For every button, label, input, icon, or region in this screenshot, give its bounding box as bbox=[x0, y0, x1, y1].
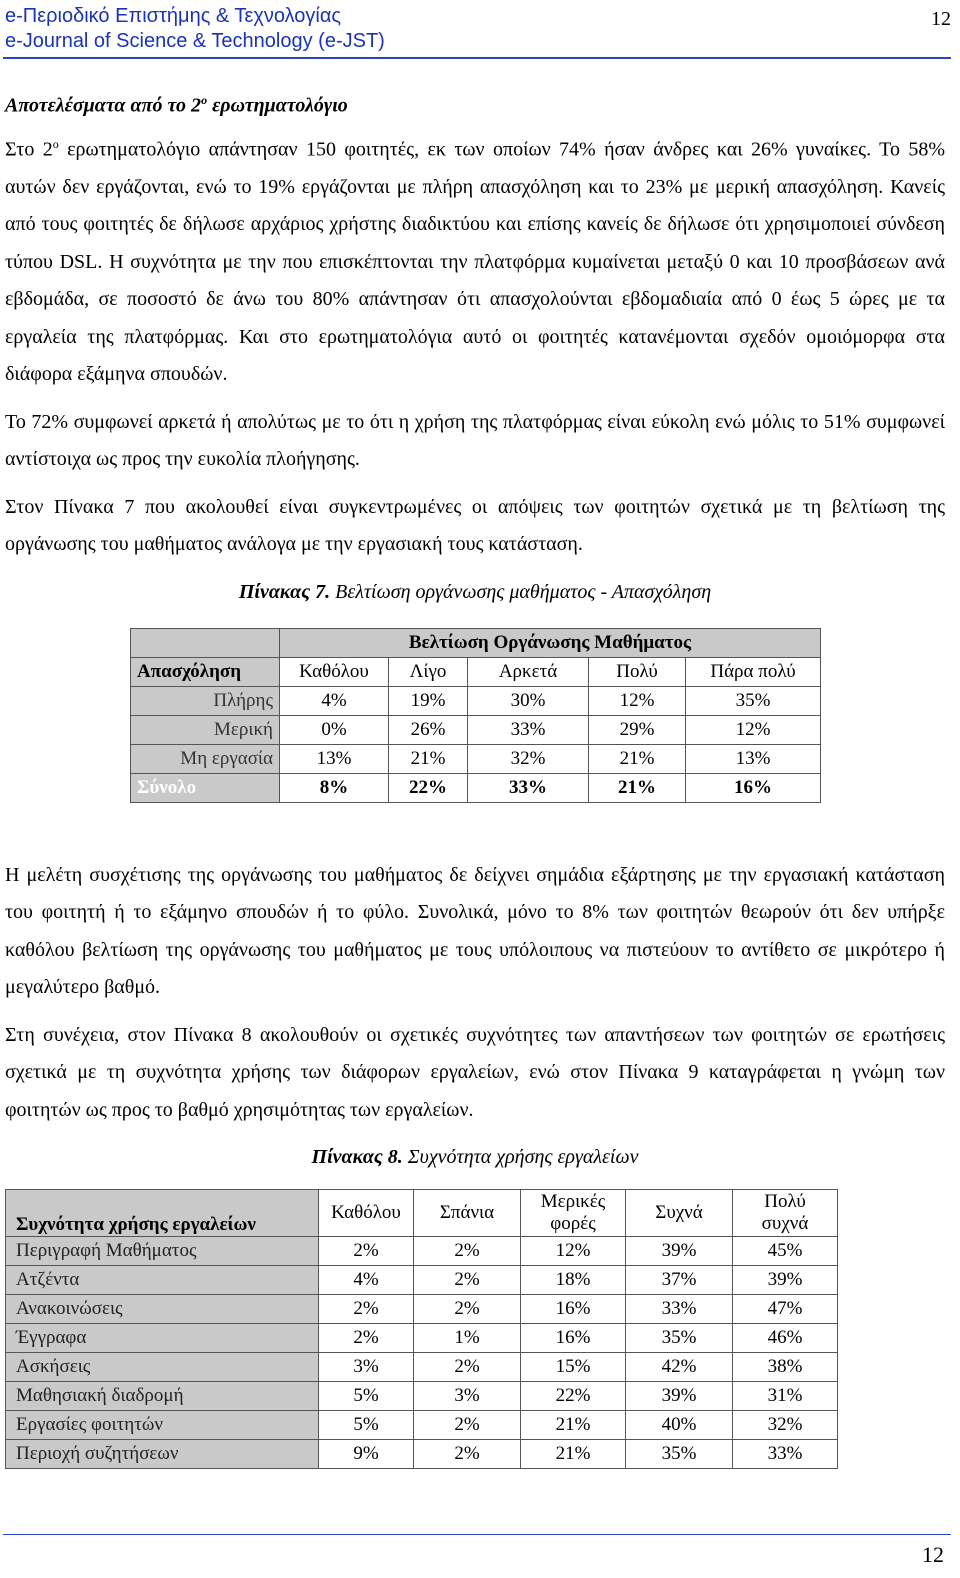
section-title-sup: ο bbox=[201, 93, 208, 107]
table8-cell: 45% bbox=[733, 1237, 838, 1266]
table8-cell: 2% bbox=[414, 1353, 521, 1382]
table8-row-label: Ανακοινώσεις bbox=[6, 1295, 319, 1324]
table7-total-cell: 21% bbox=[589, 773, 686, 802]
table7-total-label: Σύνολο bbox=[131, 773, 280, 802]
table7-row-header: Απασχόληση bbox=[131, 657, 280, 686]
paragraph-3: Στον Πίνακα 7 που ακολουθεί είναι συγκεντρωμένες οι απόψεις των φοιτητών σχετικά με τη βελτίωση της οργάνωσης του μαθήματος ανάλογα με την εργασιακή τους κατάσταση. bbox=[5, 495, 945, 556]
section-title-post: ερωτηματολόγιο bbox=[207, 94, 348, 117]
table7-row-label: Μερική bbox=[131, 715, 280, 744]
table8-cell: 32% bbox=[733, 1411, 838, 1440]
table8-col-header-l1: Καθόλου bbox=[331, 1202, 401, 1224]
table8-col-header bbox=[319, 1190, 414, 1237]
table8-cell: 42% bbox=[626, 1353, 733, 1382]
table7-cell: 33% bbox=[468, 715, 589, 744]
table8-row-label: Περιγραφή Μαθήματος bbox=[6, 1237, 319, 1266]
table8-cell: 39% bbox=[626, 1237, 733, 1266]
table-row bbox=[6, 1353, 838, 1382]
table8-cell: 9% bbox=[319, 1440, 414, 1469]
table7-col-header: Πάρα πολύ bbox=[686, 657, 821, 686]
table7-total-cell: 33% bbox=[468, 773, 589, 802]
table8-cell: 38% bbox=[733, 1353, 838, 1382]
table7-cell: 0% bbox=[280, 715, 389, 744]
table8-cell: 21% bbox=[521, 1411, 626, 1440]
table8-cell: 3% bbox=[319, 1353, 414, 1382]
header-divider bbox=[3, 57, 951, 59]
section-title bbox=[5, 86, 945, 120]
table8-caption-text: Συχνότητα χρήσης εργαλείων bbox=[402, 1146, 639, 1169]
table8-col-header-l1: Πολύ bbox=[764, 1191, 806, 1213]
table7-col-header: Λίγο bbox=[389, 657, 468, 686]
table7-col-header: Καθόλου bbox=[280, 657, 389, 686]
table8-row-label: Ατζέντα bbox=[6, 1266, 319, 1295]
table8-cell: 16% bbox=[521, 1324, 626, 1353]
table7-total-cell: 22% bbox=[389, 773, 468, 802]
table7-total-row bbox=[131, 773, 821, 802]
table8-cell: 2% bbox=[414, 1411, 521, 1440]
table8-cell: 2% bbox=[414, 1440, 521, 1469]
table7-caption-label: Πίνακας 7. bbox=[238, 580, 331, 603]
table7-corner bbox=[131, 628, 280, 657]
table8-cell: 12% bbox=[521, 1237, 626, 1266]
table7-cell: 21% bbox=[389, 744, 468, 773]
table8-cell: 4% bbox=[319, 1266, 414, 1295]
table7-cell: 26% bbox=[389, 715, 468, 744]
table8-cell: 2% bbox=[319, 1237, 414, 1266]
table-row bbox=[131, 744, 821, 773]
journal-title-english: e-Journal of Science & Technology (e-JST) bbox=[5, 30, 385, 52]
table-row bbox=[131, 715, 821, 744]
table8-row-label: Έγγραφα bbox=[6, 1324, 319, 1353]
journal-title-greek: e-Περιοδικό Επιστήμης & Τεχνολογίας bbox=[5, 5, 342, 27]
table7-cell: 32% bbox=[468, 744, 589, 773]
table8-cell: 3% bbox=[414, 1382, 521, 1411]
table8-cell: 2% bbox=[414, 1237, 521, 1266]
table8-caption bbox=[5, 1143, 945, 1171]
table8-cell: 33% bbox=[733, 1440, 838, 1469]
table7-cell: 12% bbox=[686, 715, 821, 744]
table7-cell: 4% bbox=[280, 686, 389, 715]
table8-cell: 2% bbox=[319, 1295, 414, 1324]
table8-cell: 18% bbox=[521, 1266, 626, 1295]
table8 bbox=[5, 1189, 838, 1469]
p1-sup: ο bbox=[52, 136, 59, 151]
table8-cell: 2% bbox=[414, 1266, 521, 1295]
table-row bbox=[131, 686, 821, 715]
table8-col-header bbox=[626, 1190, 733, 1237]
paragraph-2: Το 72% συμφωνεί αρκετά ή απολύτως με το ότι η χρήση της πλατφόρμας είναι εύκολη ενώ μόλις το 51% συμφωνεί αντίστοιχα ως προς την ευκολία πλοήγησης. bbox=[5, 410, 945, 471]
table-row bbox=[6, 1411, 838, 1440]
table8-cell: 46% bbox=[733, 1324, 838, 1353]
table7-cell: 13% bbox=[280, 744, 389, 773]
table7-col-header: Αρκετά bbox=[468, 657, 589, 686]
table8-cell: 22% bbox=[521, 1382, 626, 1411]
table8-cell: 1% bbox=[414, 1324, 521, 1353]
table8-col-header bbox=[521, 1190, 626, 1237]
paragraph-5: Στη συνέχεια, στον Πίνακα 8 ακολουθούν οι σχετικές συχνότητες των απαντήσεων των φοιτητών σε ερωτήσεις σχετικά με τη συχνότητα χρήσης των διάφορων εργαλείων, ενώ στον Πίνακα 9 καταγράφεται η γνώμη των φοιτητών ως προς το βαθμό χρησιμότητας των εργαλείων. bbox=[5, 1023, 945, 1121]
table8-col-header-l1: Συχνά bbox=[655, 1202, 703, 1224]
table8-cell: 21% bbox=[521, 1440, 626, 1469]
table8-cell: 16% bbox=[521, 1295, 626, 1324]
table7-total-cell: 16% bbox=[686, 773, 821, 802]
table7-total-cell: 8% bbox=[280, 773, 389, 802]
table-row bbox=[6, 1324, 838, 1353]
page-header bbox=[5, 4, 951, 58]
table8-cell: 37% bbox=[626, 1266, 733, 1295]
table8-cell: 2% bbox=[319, 1324, 414, 1353]
table8-cell: 39% bbox=[626, 1382, 733, 1411]
table7-group-row bbox=[131, 628, 821, 657]
table8-cell: 2% bbox=[414, 1295, 521, 1324]
table8-cell: 33% bbox=[626, 1295, 733, 1324]
table7-cell: 29% bbox=[589, 715, 686, 744]
table-row bbox=[6, 1440, 838, 1469]
page-content bbox=[5, 86, 945, 1469]
table8-col-header bbox=[414, 1190, 521, 1237]
table8-col-header-l2: φορές bbox=[550, 1213, 596, 1235]
table7-caption bbox=[5, 578, 945, 606]
table8-row-label: Περιοχή συζητήσεων bbox=[6, 1440, 319, 1469]
table8-row-label: Εργασίες φοιτητών bbox=[6, 1411, 319, 1440]
table7-caption-text: Βελτίωση οργάνωσης μαθήματος - Απασχόληση bbox=[330, 580, 712, 603]
table8-cell: 40% bbox=[626, 1411, 733, 1440]
table8-row-label: Ασκήσεις bbox=[6, 1353, 319, 1382]
table8-col-header-l2: συχνά bbox=[761, 1213, 809, 1235]
p1-post: ερωτηματολόγιο απάντησαν 150 φοιτητές, εκ των οποίων 74% ήσαν άνδρες και 26% γυναίκες. Το 58% αυτών δεν εργάζονται, ενώ το 19% εργάζονται με πλήρη απασχόληση και το 23% με μερική απασχόληση. Κανείς από τους φοιτητές δε δήλωσε αρχάριος χρήστης διαδικτύου και επίσης κανείς δε δήλωσε ότι χρησιμοποιεί σύνδεση τύπου DSL. Η συχνότητα με την που επισκέπτονται την πλατφόρμα κυμαίνεται μεταξύ 0 και 10 προσβάσεων ανά εβδομάδα, σε ποσοστό δε άνω του 80% απάντησαν ότι απασχολούνται εβδομαδιαία από 0 έως 5 ώρες με τα εργαλεία της πλατφόρμας. Και στο ερωτηματολόγια αυτό οι φοιτητές κατανέμονται σχεδόν ομοιόμορφα στα διάφορα εξάμηνα σπουδών. bbox=[5, 138, 945, 386]
table8-row-label: Μαθησιακή διαδρομή bbox=[6, 1382, 319, 1411]
table7-cell: 21% bbox=[589, 744, 686, 773]
table8-cell: 39% bbox=[733, 1266, 838, 1295]
table8-cell: 47% bbox=[733, 1295, 838, 1324]
paragraph-1 bbox=[5, 126, 945, 394]
footer-divider bbox=[3, 1534, 951, 1535]
paragraph-4: Η μελέτη συσχέτισης της οργάνωσης του μαθήματος δε δείχνει σημάδια εξάρτησης με την εργασιακή κατάσταση του φοιτητή ή το εξάμηνο σπουδών ή το φύλο. Συνολικά, μόνο το 8% των φοιτητών θεωρούν ότι δεν υπήρξε καθόλου βελτίωση της οργάνωσης του μαθήματος με τους υπόλοιπους να πιστεύουν το αντίθετο σε μικρότερο ή μεγαλύτερο βαθμό. bbox=[5, 863, 945, 999]
table7-cell: 30% bbox=[468, 686, 589, 715]
table8-cell: 5% bbox=[319, 1382, 414, 1411]
footer-page-number: 12 bbox=[922, 1542, 944, 1567]
p1-pre: Στο 2 bbox=[5, 138, 53, 161]
table-row bbox=[6, 1382, 838, 1411]
table8-caption-label: Πίνακας 8. bbox=[311, 1146, 403, 1169]
table-row bbox=[6, 1295, 838, 1324]
table-row bbox=[6, 1266, 838, 1295]
header-page-number: 12 bbox=[931, 8, 951, 30]
table8-col-header-l1: Μερικές bbox=[540, 1191, 606, 1213]
table8-col-header bbox=[733, 1190, 838, 1237]
table7-cell: 13% bbox=[686, 744, 821, 773]
table7-header-row bbox=[131, 657, 821, 686]
section-title-pre: Αποτελέσματα από το 2 bbox=[5, 94, 202, 117]
table8-cell: 15% bbox=[521, 1353, 626, 1382]
table7-row-label: Μη εργασία bbox=[131, 744, 280, 773]
table7 bbox=[130, 628, 821, 803]
table8-cell: 31% bbox=[733, 1382, 838, 1411]
table8-cell: 5% bbox=[319, 1411, 414, 1440]
table7-col-header: Πολύ bbox=[589, 657, 686, 686]
table8-header-row bbox=[6, 1190, 838, 1237]
table8-cell: 35% bbox=[626, 1440, 733, 1469]
table7-row-label: Πλήρης bbox=[131, 686, 280, 715]
table-row bbox=[6, 1237, 838, 1266]
table7-cell: 19% bbox=[389, 686, 468, 715]
table8-cell: 35% bbox=[626, 1324, 733, 1353]
table8-row-header: Συχνότητα χρήσης εργαλείων bbox=[6, 1190, 319, 1237]
table7-cell: 35% bbox=[686, 686, 821, 715]
table7-cell: 12% bbox=[589, 686, 686, 715]
table8-col-header-l1: Σπάνια bbox=[439, 1202, 495, 1224]
table7-group-header: Βελτίωση Οργάνωσης Μαθήματος bbox=[280, 628, 821, 657]
